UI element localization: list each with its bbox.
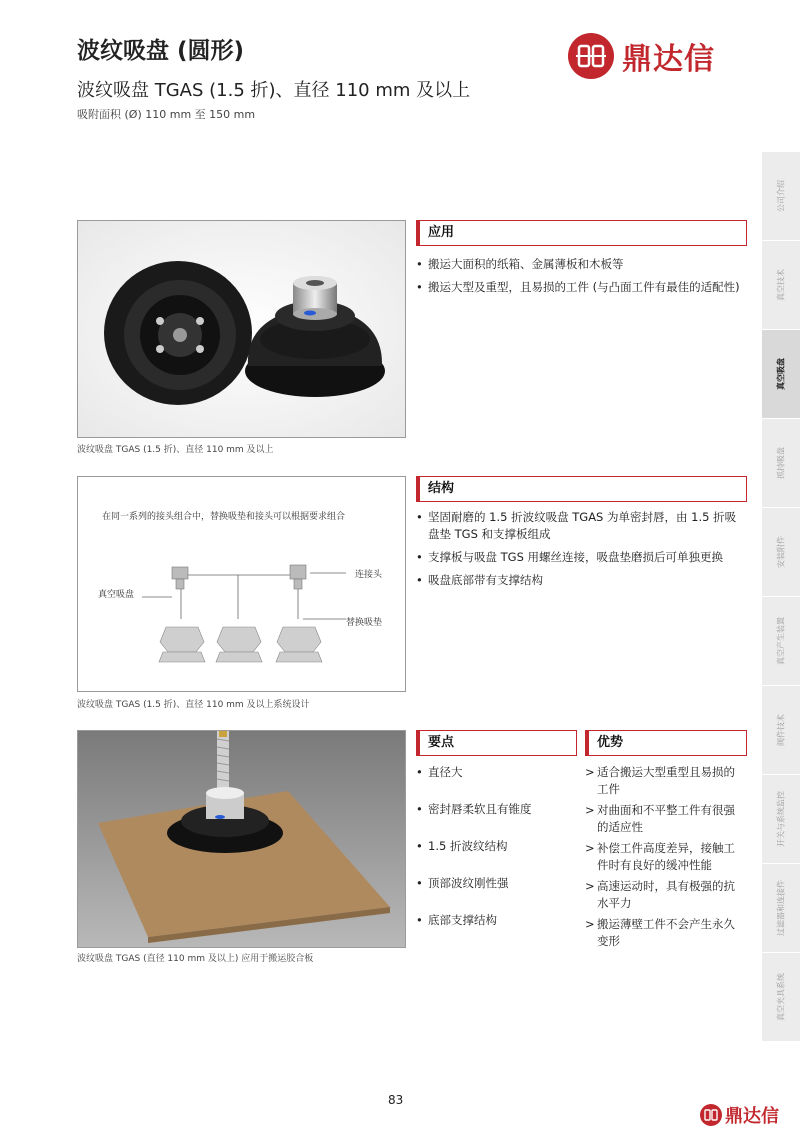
list-item: > 对曲面和不平整工件有很强的适应性 bbox=[585, 802, 745, 836]
brand-logo bbox=[568, 30, 748, 82]
list-item: > 适合搬运大型重型且易损的工件 bbox=[585, 764, 745, 798]
page-title: 波纹吸盘 (圆形) bbox=[77, 38, 245, 64]
list-item: • 底部支撑结构 bbox=[416, 912, 576, 929]
side-tabs bbox=[762, 152, 800, 1042]
list-item: > 补偿工件高度差异，接触工件时有良好的缓冲性能 bbox=[585, 840, 745, 874]
diagram-label-pad: 替换吸垫 bbox=[346, 618, 383, 628]
list-item: • 坚固耐磨的 1.5 折波纹吸盘 TGAS 为单密封唇，由 1.5 折吸盘垫 TGS 和支撑板组成 bbox=[416, 509, 746, 543]
product-image-frame bbox=[77, 220, 406, 438]
list-item: > 搬运薄壁工件不会产生永久变形 bbox=[585, 916, 745, 950]
list-item: • 密封唇柔软且有锥度 bbox=[416, 801, 576, 818]
application-image-frame bbox=[77, 730, 406, 948]
side-tab[interactable]: 真空产生装置 bbox=[762, 597, 800, 686]
section-heading-advantages: 优势 bbox=[585, 730, 747, 756]
system-diagram-frame bbox=[77, 476, 406, 692]
list-item: • 吸盘底部带有支撑结构 bbox=[416, 572, 746, 589]
section-heading-structure: 结构 bbox=[416, 476, 747, 502]
advantages-list bbox=[585, 764, 745, 954]
side-tab[interactable]: 阀件技术 bbox=[762, 686, 800, 775]
list-item: • 1.5 折波纹结构 bbox=[416, 838, 576, 855]
application-image-plywood bbox=[78, 731, 405, 947]
application-list bbox=[416, 256, 746, 302]
list-item: • 搬运大型及重型，且易损的工件 (与凸面工件有最佳的适配性) bbox=[416, 279, 746, 296]
product-image-suction-cups bbox=[78, 221, 405, 437]
side-tab[interactable]: 安装附件 bbox=[762, 508, 800, 597]
side-tab[interactable]: 过滤器和连接件 bbox=[762, 864, 800, 953]
page-number: 83 bbox=[388, 1093, 404, 1107]
section-heading-points: 要点 bbox=[416, 730, 577, 756]
brand-name: 鼎达信 bbox=[622, 42, 715, 77]
side-tab[interactable]: 抓持吸盘 bbox=[762, 419, 800, 508]
side-tab[interactable]: 真空技术 bbox=[762, 241, 800, 330]
list-item: • 直径大 bbox=[416, 764, 576, 781]
side-tab-active[interactable]: 真空吸盘 bbox=[762, 330, 800, 419]
diagram-label-cup: 真空吸盘 bbox=[98, 590, 135, 600]
image-caption: 波纹吸盘 TGAS (1.5 折)、直径 110 mm 及以上系统设计 bbox=[77, 700, 310, 710]
list-item: • 顶部波纹刚性强 bbox=[416, 875, 576, 892]
list-item: • 搬运大面积的纸箱、金属薄板和木板等 bbox=[416, 256, 746, 273]
side-tab[interactable]: 开关与系统监控 bbox=[762, 775, 800, 864]
brand-name: 鼎达信 bbox=[725, 1106, 779, 1127]
image-caption: 波纹吸盘 TGAS (直径 110 mm 及以上) 应用于搬运胶合板 bbox=[77, 954, 314, 964]
section-heading-application: 应用 bbox=[416, 220, 747, 246]
image-caption: 波纹吸盘 TGAS (1.5 折)、直径 110 mm 及以上 bbox=[77, 445, 274, 455]
structure-list bbox=[416, 509, 746, 595]
brand-mark-icon bbox=[568, 33, 614, 79]
brand-mark-icon bbox=[700, 1104, 722, 1126]
side-tab[interactable]: 公司介绍 bbox=[762, 152, 800, 241]
points-list bbox=[416, 764, 576, 949]
system-diagram bbox=[78, 477, 405, 691]
diagram-label-connector: 连接头 bbox=[355, 570, 383, 580]
list-item: > 高速运动时，具有极强的抗水平力 bbox=[585, 878, 745, 912]
diagram-note: 在同一系列的接头组合中，替换吸垫和接头可以根据要求组合 bbox=[102, 512, 346, 522]
page-subtitle: 波纹吸盘 TGAS (1.5 折)、直径 110 mm 及以上 bbox=[77, 80, 471, 101]
footer-logo bbox=[700, 1102, 779, 1128]
page-subtitle-range: 吸附面积 (Ø) 110 mm 至 150 mm bbox=[77, 108, 256, 121]
list-item: • 支撑板与吸盘 TGS 用螺丝连接，吸盘垫磨损后可单独更换 bbox=[416, 549, 746, 566]
side-tab[interactable]: 真空夹具系统 bbox=[762, 953, 800, 1042]
